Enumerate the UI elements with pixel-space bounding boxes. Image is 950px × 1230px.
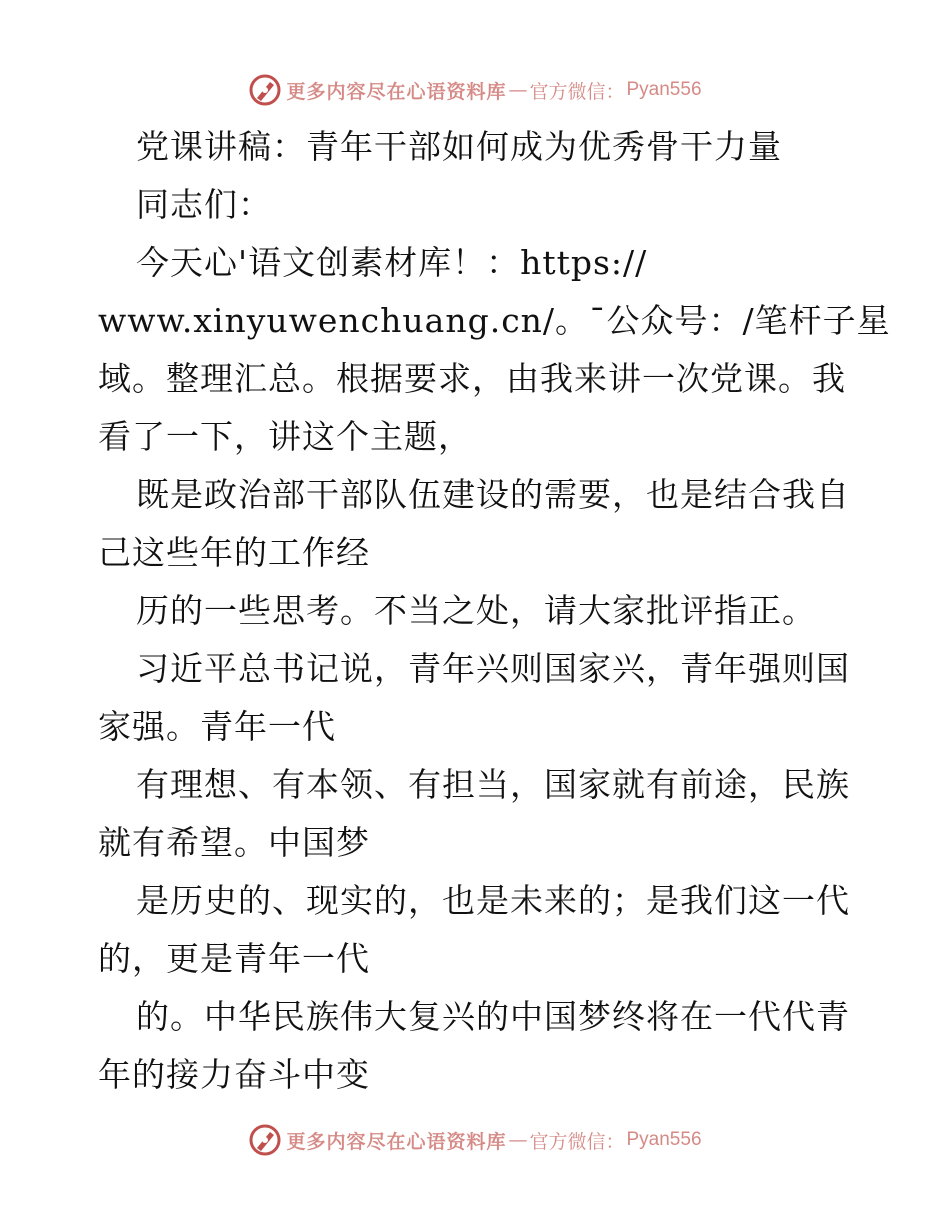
document-body — [98, 118, 891, 1104]
banner-wechat-label: 官方微信： — [529, 80, 625, 103]
paragraph-line: www.xinyuwenchuang.cn/。¯公众号：/笔杆子星 — [98, 301, 891, 340]
salutation: 同志们： — [136, 185, 272, 224]
banner-separator: — — [508, 1129, 528, 1151]
document-title: 党课讲稿：青年干部如何成为优秀骨干力量 — [136, 127, 782, 166]
paragraph-line: 看了一下，讲这个主题， — [98, 417, 472, 456]
banner-wechat-id: Pyan556 — [626, 1129, 702, 1150]
footer-watermark-banner — [0, 1120, 950, 1160]
paragraph-line: 是历史的、现实的，也是未来的；是我们这一代 — [136, 881, 850, 920]
paragraph-line: 今天心'语文创素材库！：https:// — [136, 243, 648, 282]
header-watermark-banner — [0, 70, 950, 110]
banner-wechat-label: 官方微信： — [529, 1130, 625, 1153]
paragraph-line: 历的一些思考。不当之处，请大家批评指正。 — [136, 591, 816, 630]
banner-separator: — — [508, 79, 528, 101]
banner-wechat-id: Pyan556 — [626, 79, 702, 100]
paragraph-line: 己这些年的工作经 — [98, 533, 370, 572]
paragraph-line: 习近平总书记说，青年兴则国家兴，青年强则国 — [136, 649, 850, 688]
paragraph-line: 域。整理汇总。根据要求，由我来讲一次党课。我 — [98, 359, 846, 398]
banner-text: 更多内容尽在心语资料库 — [286, 1130, 507, 1153]
pen-logo-icon — [248, 1123, 282, 1157]
paragraph-line: 有理想、有本领、有担当，国家就有前途，民族 — [136, 765, 850, 804]
paragraph-line: 就有希望。中国梦 — [98, 823, 370, 862]
paragraph-line: 的。中华民族伟大复兴的中国梦终将在一代代青 — [136, 997, 850, 1036]
paragraph-line: 家强。青年一代 — [98, 707, 336, 746]
paragraph-line: 既是政治部干部队伍建设的需要，也是结合我自 — [136, 475, 850, 514]
pen-logo-icon — [248, 73, 282, 107]
paragraph-line: 的，更是青年一代 — [98, 939, 370, 978]
paragraph-line: 年的接力奋斗中变 — [98, 1055, 370, 1094]
banner-text: 更多内容尽在心语资料库 — [286, 80, 507, 103]
